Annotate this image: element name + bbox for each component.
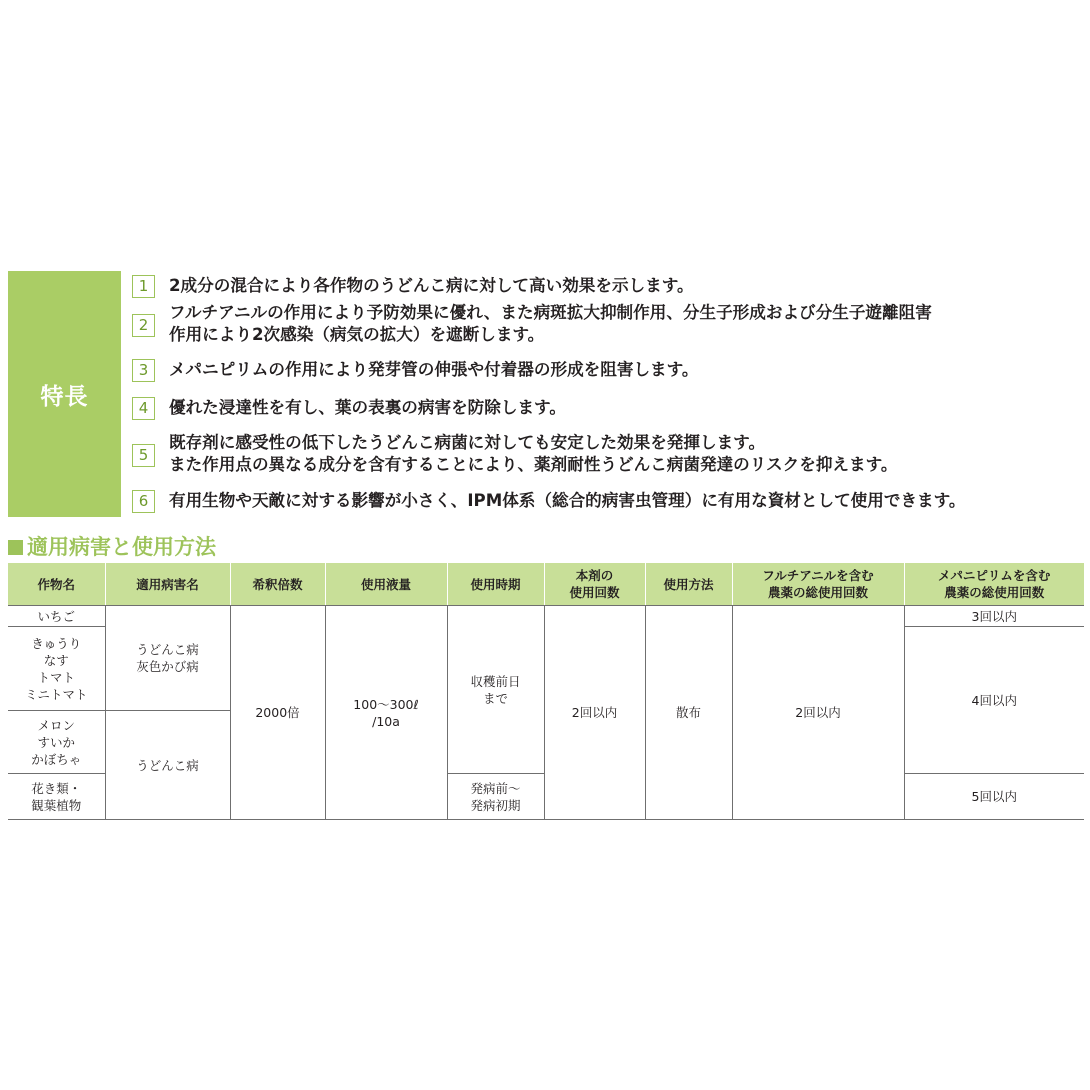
method-cell: 散布 (645, 606, 732, 820)
header-count: 本剤の 使用回数 (544, 563, 645, 606)
mepanipyrim-total-cell: 3回以内 (904, 606, 1084, 627)
header-timing: 使用時期 (447, 563, 544, 606)
feature-number-4: 4 (132, 397, 155, 420)
table-row (8, 606, 1084, 627)
volume-cell: 100～300ℓ /10a (325, 606, 447, 820)
header-disease: 適用病害名 (105, 563, 230, 606)
header-dilution: 希釈倍数 (230, 563, 325, 606)
timing-cell: 発病前～ 発病初期 (447, 774, 544, 820)
header-crop: 作物名 (8, 563, 105, 606)
feature-number-2: 2 (132, 314, 155, 337)
feature-item-6 (132, 490, 966, 513)
mepanipyrim-total-cell: 5回以内 (904, 774, 1084, 820)
feature-number-1: 1 (132, 275, 155, 298)
feature-item-5 (132, 432, 897, 476)
usage-table (8, 563, 1084, 820)
count-cell: 2回以内 (544, 606, 645, 820)
feature-text-6: 有用生物や天敵に対する影響が小さく、IPM体系（総合的病害虫管理）に有用な資材として使用できます。 (169, 491, 966, 510)
header-method: 使用方法 (645, 563, 732, 606)
timing-cell: 収穫前日 まで (447, 606, 544, 774)
header-volume: 使用液量 (325, 563, 447, 606)
feature-text-1: 2成分の混合により各作物のうどんこ病に対して高い効果を示します。 (169, 276, 694, 295)
feature-number-6: 6 (132, 490, 155, 513)
header-mepanipyrim-total: メパニピリムを含む 農薬の総使用回数 (904, 563, 1084, 606)
usage-section-title: 適用病害と使用方法 (8, 533, 216, 561)
feature-number-3: 3 (132, 359, 155, 382)
mepanipyrim-total-cell: 4回以内 (904, 627, 1084, 774)
feature-number-5: 5 (132, 444, 155, 467)
feature-text-4: 優れた浸達性を有し、葉の表裏の病害を防除します。 (169, 398, 566, 417)
feature-text-2: フルチアニルの作用により予防効果に優れ、また病斑拡大抑制作用、分生子形成および分生子遊離阻害 作用により2次感染（病気の拡大）を遮断します。 (169, 303, 932, 344)
crop-cell: きゅうり なす トマト ミニトマト (8, 627, 105, 711)
dilution-cell: 2000倍 (230, 606, 325, 820)
feature-text-3: メパニピリムの作用により発芽管の伸張や付着器の形成を阻害します。 (169, 360, 699, 379)
feature-item-3 (132, 359, 699, 382)
features-section (8, 271, 1084, 517)
feature-item-4 (132, 397, 566, 420)
feature-item-2 (132, 302, 932, 346)
disease-cell: うどんこ病 灰色かび病 (105, 606, 230, 711)
table-header-row (8, 563, 1084, 606)
crop-cell: いちご (8, 606, 105, 627)
feature-item-1 (132, 275, 694, 298)
header-flutianil-total: フルチアニルを含む 農薬の総使用回数 (732, 563, 904, 606)
square-bullet-icon (8, 540, 23, 555)
disease-cell: うどんこ病 (105, 711, 230, 820)
features-label: 特長 (8, 271, 121, 517)
feature-text-5: 既存剤に感受性の低下したうどんこ病菌に対しても安定した効果を発揮します。 また作用点の異なる成分を含有することにより、薬剤耐性うどんこ病菌発達のリスクを抑えます。 (169, 433, 898, 474)
crop-cell: 花き類・ 観葉植物 (8, 774, 105, 820)
crop-cell: メロン すいか かぼちゃ (8, 711, 105, 774)
flutianil-total-cell: 2回以内 (732, 606, 904, 820)
